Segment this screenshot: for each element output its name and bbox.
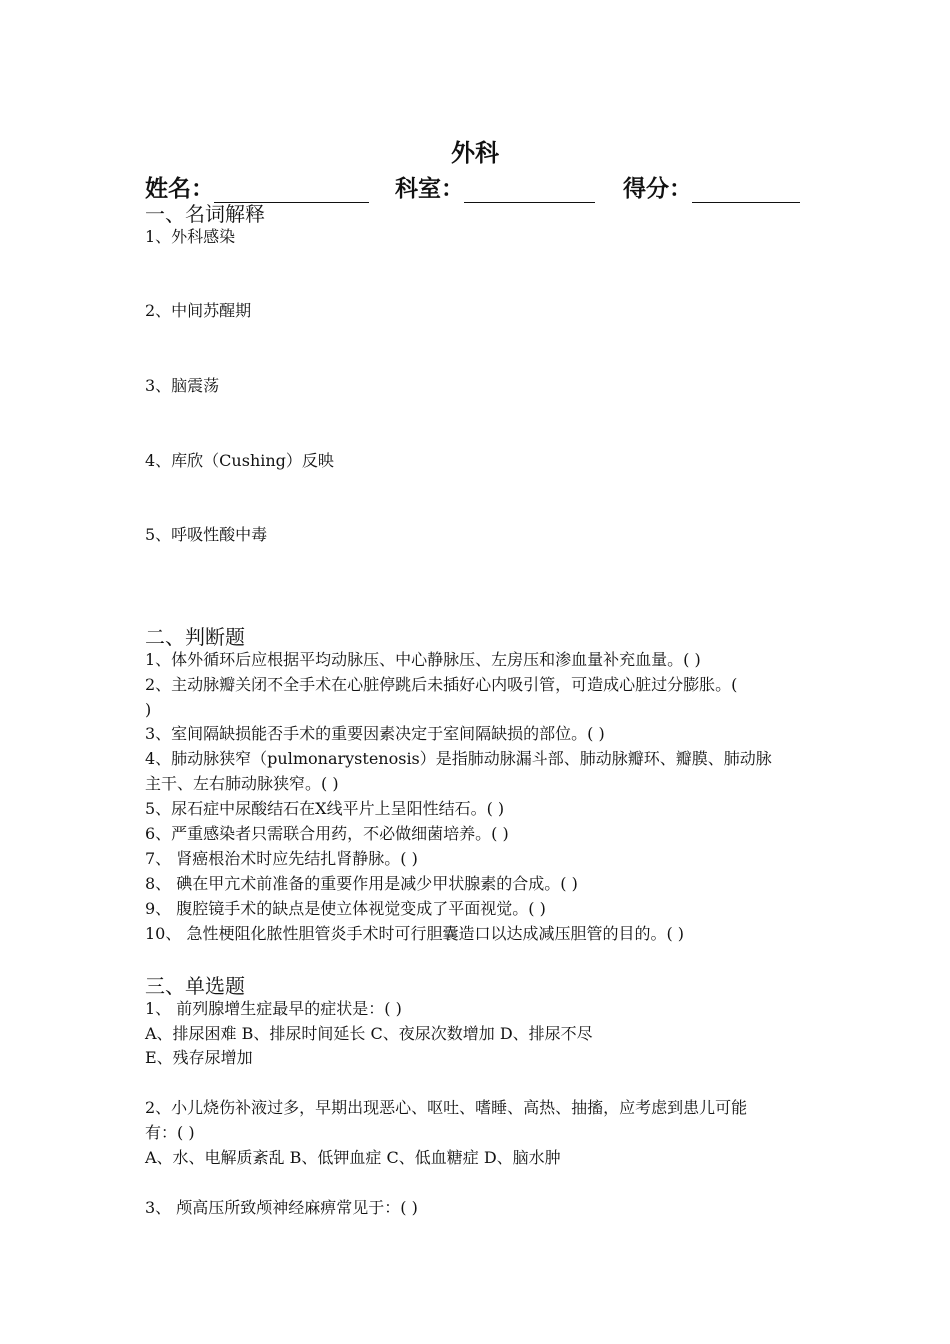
true-false-item-continuation: ) — [145, 700, 152, 719]
true-false-item: 1、体外循环后应根据平均动脉压、中心静脉压、左房压和渗血量补充血量。( ) — [145, 650, 701, 669]
true-false-item: 8、 碘在甲亢术前准备的重要作用是减少甲状腺素的合成。( ) — [145, 874, 578, 893]
question-options: A、排尿困难 B、排尿时间延长 C、夜尿次数增加 D、排尿不尽 — [145, 1024, 593, 1043]
question-stem-continuation: 有：( ) — [145, 1123, 195, 1142]
dept-blank[interactable] — [464, 178, 595, 203]
name-label: 姓名： — [145, 175, 214, 202]
score-label: 得分： — [623, 175, 692, 202]
question-stem: 2、小儿烧伤补液过多，早期出现恶心、呕吐、嗜睡、高热、抽搐，应考虑到患儿可能 — [145, 1098, 748, 1117]
question-options: E、残存尿增加 — [145, 1048, 253, 1067]
score-blank[interactable] — [692, 178, 800, 203]
section-heading-single-choice: 三、单选题 — [145, 974, 245, 998]
question-stem: 3、 颅高压所致颅神经麻痹常见于：( ) — [145, 1198, 418, 1217]
definition-item: 1、外科感染 — [145, 227, 236, 246]
question-options: A、水、电解质紊乱 B、低钾血症 C、低血糖症 D、脑水肿 — [145, 1148, 561, 1167]
definition-item: 5、呼吸性酸中毒 — [145, 525, 268, 544]
score-field — [623, 170, 800, 203]
page-title: 外科 — [451, 138, 499, 167]
section-heading-definitions: 一、名词解释 — [145, 202, 265, 226]
definition-item: 2、中间苏醒期 — [145, 301, 252, 320]
true-false-item: 6、严重感染者只需联合用药，不必做细菌培养。( ) — [145, 824, 509, 843]
question-stem: 1、 前列腺增生症最早的症状是：( ) — [145, 999, 402, 1018]
definition-item: 3、脑震荡 — [145, 376, 220, 395]
true-false-item: 7、 肾癌根治术时应先结扎肾静脉。( ) — [145, 849, 418, 868]
section-heading-true-false: 二、判断题 — [145, 625, 245, 649]
dept-label: 科室： — [395, 175, 464, 202]
true-false-item: 5、尿石症中尿酸结石在X线平片上呈阳性结石。( ) — [145, 799, 505, 818]
true-false-item: 4、肺动脉狭窄（pulmonarystenosis）是指肺动脉漏斗部、肺动脉瓣环、瓣膜、肺动脉 — [145, 749, 772, 768]
true-false-item: 9、 腹腔镜手术的缺点是使立体视觉变成了平面视觉。( ) — [145, 899, 546, 918]
definition-item: 4、库欣（Cushing）反映 — [145, 451, 334, 470]
true-false-item-continuation: 主干、左右肺动脉狭窄。( ) — [145, 774, 339, 793]
dept-field — [395, 170, 595, 203]
true-false-item: 10、 急性梗阻化脓性胆管炎手术时可行胆囊造口以达成减压胆管的目的。( ) — [145, 924, 685, 943]
true-false-item: 3、室间隔缺损能否手术的重要因素决定于室间隔缺损的部位。( ) — [145, 724, 605, 743]
true-false-item: 2、主动脉瓣关闭不全手术在心脏停跳后未插好心内吸引管，可造成心脏过分膨胀。( — [145, 675, 738, 694]
